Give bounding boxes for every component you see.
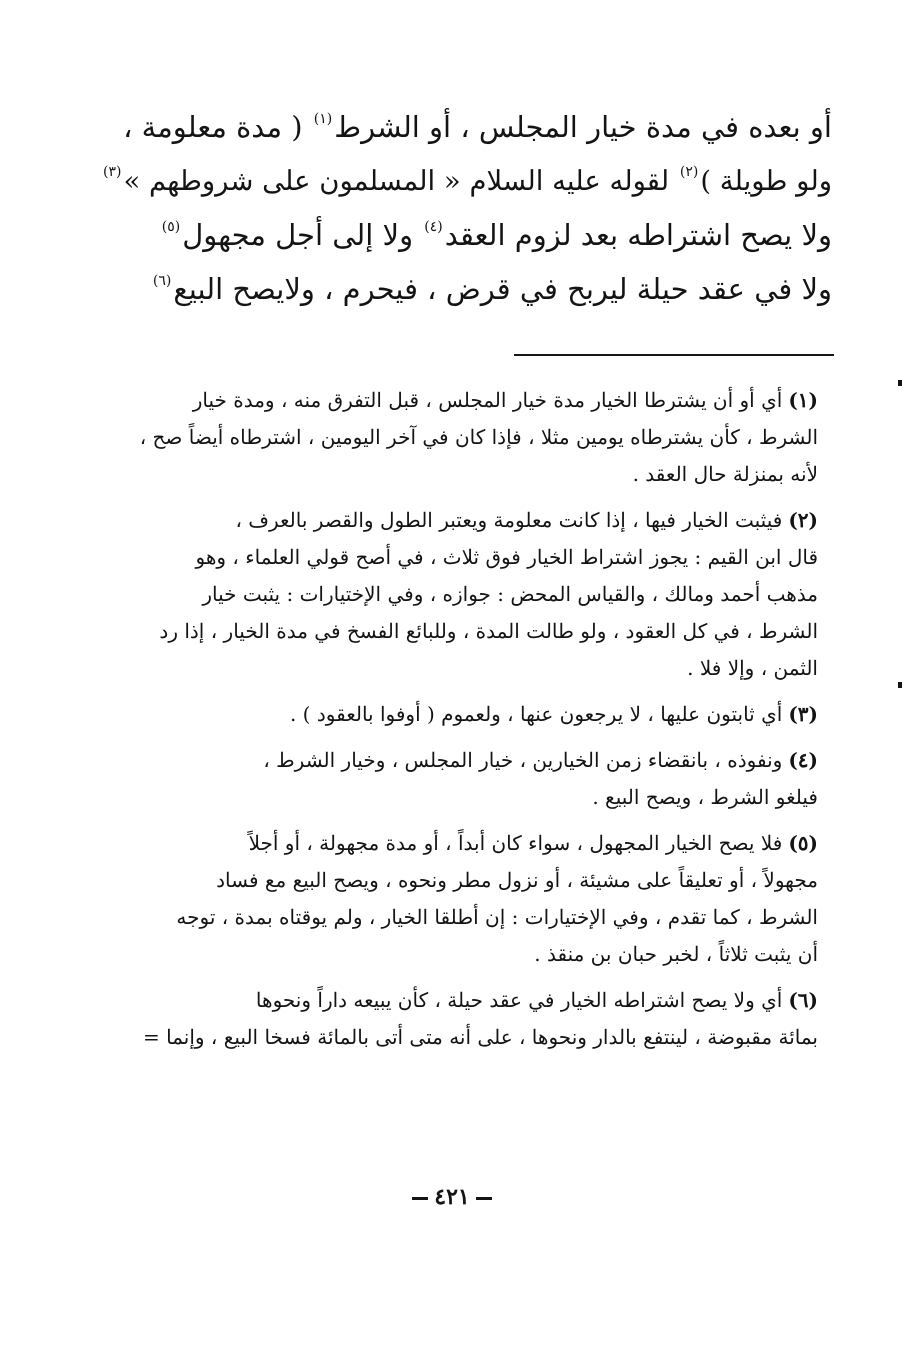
footnote-line: (٢)فيثبت الخيار فيها ، إذا كانت معلومة ويعتبر الطول والقصر بالعرف ، bbox=[235, 508, 818, 532]
main-line-3: ولا يصح اشتراطه بعد لزوم العقد$^{(٤)}$ ولا إلى أجل مجهول$^{(٥)}$ bbox=[161, 218, 832, 252]
footnote-5 bbox=[100, 825, 818, 973]
footnote-3 bbox=[100, 696, 818, 733]
footnote-line: بمائة مقبوضة ، لينتفع بالدار ونحوها ، على أنه متى أتى بالمائة فسخا البيع ، وإنما = bbox=[143, 1025, 818, 1049]
scan-edge-mark bbox=[898, 380, 902, 386]
footnote-line: (٤)ونفوذه ، بانقضاء زمن الخيارين ، خيار المجلس ، وخيار الشرط ، bbox=[263, 748, 818, 772]
footnote-line: (٦)أي ولا يصح اشتراطه الخيار في عقد حيلة ، كأن يبيعه داراً ونحوها bbox=[255, 988, 818, 1012]
main-line-4: ولا في عقد حيلة ليربح في قرض ، فيحرم ، ولايصح البيع$^{(٦)}$ bbox=[152, 272, 832, 306]
footnote-ref: (٦) bbox=[152, 273, 172, 289]
footnote-2 bbox=[100, 502, 818, 687]
footnote-line: أن يثبت ثلاثاً ، لخبر حبان بن منقذ . bbox=[534, 942, 818, 966]
footnote-line: (٣)أي ثابتون عليها ، لا يرجعون عنها ، ولعموم ( أوفوا بالعقود ) . bbox=[289, 702, 818, 726]
footnote-line: (٥)فلا يصح الخيار المجهول ، سواء كان أبداً ، أو مدة مجهولة ، أو أجلاً bbox=[248, 831, 818, 855]
footnote-line: الثمن ، وإلا فلا . bbox=[687, 656, 818, 680]
footnote-line: (١)أي أو أن يشترطا الخيار مدة خيار المجلس ، قبل التفرق منه ، ومدة خيار bbox=[192, 388, 818, 412]
footnote-number: (٥) bbox=[788, 831, 818, 855]
dash-left bbox=[476, 1197, 492, 1200]
footnote-ref: (٢) bbox=[679, 164, 699, 180]
footnote-number: (٦) bbox=[788, 988, 818, 1012]
footnote-line: الشرط ، كأن يشترطاه يومين مثلا ، فإذا كان في آخر اليومين ، اشترطاه أيضاً صح ، bbox=[139, 425, 818, 449]
footnote-separator bbox=[514, 354, 834, 356]
footnotes bbox=[100, 382, 818, 1065]
footnote-ref: (١) bbox=[313, 111, 333, 127]
main-line-1: أو بعده في مدة خيار المجلس ، أو الشرط$^{(١)}$ ( مدة معلومة ، bbox=[123, 110, 832, 144]
footnote-number: (١) bbox=[788, 388, 818, 412]
footnote-ref: (٤) bbox=[424, 219, 443, 235]
footnote-number: (٤) bbox=[788, 748, 818, 772]
footnote-line: مجهولاً ، أو تعليقاً على مشيئة ، أو نزول مطر ونحوه ، ويصح البيع مع فساد bbox=[216, 868, 818, 892]
scan-edge-mark bbox=[898, 682, 902, 688]
footnote-line: قال ابن القيم : يجوز اشتراط الخيار فوق ثلاث ، في أصح قولي العلماء ، وهو bbox=[195, 545, 818, 569]
footnote-line: فيلغو الشرط ، ويصح البيع . bbox=[592, 785, 818, 809]
footnote-line: مذهب أحمد ومالك ، والقياس المحض : جوازه ، وفي الإختيارات : يثبت خيار bbox=[202, 582, 818, 606]
footnote-number: (٣) bbox=[788, 702, 818, 726]
footnote-number: (٢) bbox=[788, 508, 818, 532]
page-number: ٤٢١ bbox=[0, 1184, 904, 1210]
main-text bbox=[96, 100, 832, 316]
footnote-4 bbox=[100, 742, 818, 816]
footnote-line: الشرط ، كما تقدم ، وفي الإختيارات : إن أطلقا الخيار ، ولم يوقتاه بمدة ، توجه bbox=[176, 905, 818, 929]
footnote-1 bbox=[100, 382, 818, 493]
footnote-ref: (٥) bbox=[161, 219, 181, 235]
footnote-6 bbox=[100, 982, 818, 1056]
footnote-line: الشرط ، في كل العقود ، ولو طالت المدة ، وللبائع الفسخ في مدة الخيار ، إذا رد bbox=[159, 619, 818, 643]
main-line-2: ولو طويلة )$^{(٢)}$ لقوله عليه السلام « المسلمون على شروطهم »$^{(٣)}$ bbox=[102, 164, 832, 197]
footnote-ref: (٣) bbox=[102, 164, 122, 180]
dash-right bbox=[412, 1197, 428, 1200]
footnote-line: لأنه بمنزلة حال العقد . bbox=[632, 462, 818, 486]
